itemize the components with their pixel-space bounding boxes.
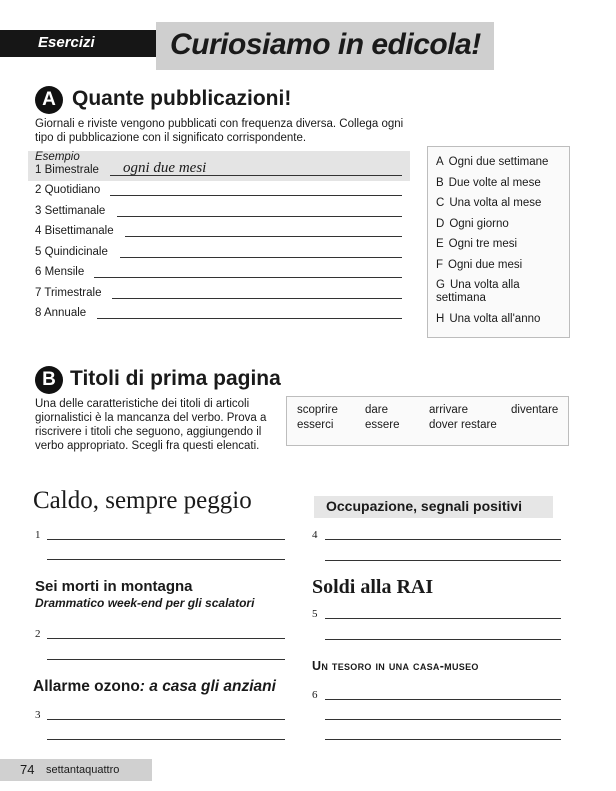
answer-number-4: 4 (312, 529, 318, 541)
intro-line: giornalistici è la mancanza del verbo. Prova a (35, 412, 267, 424)
intro-line: tipo di pubblicazione con il significato corrispondente. (35, 132, 307, 144)
answer-number-1: 1 (35, 529, 41, 541)
section-a-badge: A (35, 86, 63, 114)
verb-item: esserci (297, 419, 334, 431)
answer-line-3[interactable] (117, 216, 402, 217)
section-tag-band (0, 30, 156, 57)
verb-item: essere (365, 419, 400, 431)
intro-line: Giornali e riviste vengono pubblicati con frequenza diversa. Collega ogni (35, 118, 404, 130)
choice-item: B Due volte al mese (436, 177, 541, 189)
choice-item: A Ogni due settimane (436, 156, 549, 168)
headline-2-subtitle: Drammatico week-end per gli scalatori (35, 596, 255, 610)
page-number: 74 (20, 762, 35, 777)
answer-line-4[interactable] (125, 236, 402, 237)
answer-number-2: 2 (35, 628, 41, 640)
intro-line: riscrivere i titoli che seguono, aggiungendo il (35, 426, 262, 438)
headline-answer-line[interactable] (325, 639, 561, 640)
example-label: Esempio (35, 151, 80, 163)
headline-2: Sei morti in montagna (35, 578, 193, 595)
section-b-title: Titoli di prima pagina (70, 367, 281, 390)
section-tag: Esercizi (38, 34, 95, 51)
row-label-5: 5 Quindicinale (35, 246, 108, 258)
choice-item: H Una volta all'anno (436, 313, 541, 325)
headline-4: Occupazione, segnali positivi (326, 498, 523, 514)
choice-item: F Ogni due mesi (436, 259, 523, 271)
choice-item: C Una volta al mese (436, 197, 542, 209)
headline-5: Soldi alla RAI (312, 576, 434, 598)
row-label-3: 3 Settimanale (35, 205, 106, 217)
answer-line-5[interactable] (120, 257, 402, 258)
choice-item: D Ogni giorno (436, 218, 509, 230)
choice-item: E Ogni tre mesi (436, 238, 518, 250)
headline-answer-line[interactable] (47, 739, 285, 740)
row-label-8: 8 Annuale (35, 307, 87, 319)
page-title: Curiosiamo in edicola! (170, 28, 481, 61)
page-footer (0, 759, 152, 781)
answer-line-1[interactable] (110, 175, 402, 176)
headline-answer-line[interactable] (47, 539, 285, 540)
choice-item: G Una volta alla settimana (436, 279, 520, 304)
answer-line-6[interactable] (94, 277, 402, 278)
answer-line-8[interactable] (97, 318, 402, 319)
example-answer: ogni due mesi (123, 160, 207, 176)
row-label-4: 4 Bisettimanale (35, 225, 114, 237)
verb-item: scoprire (297, 404, 338, 416)
choices-box (427, 146, 570, 338)
headline-answer-line[interactable] (325, 560, 561, 561)
section-a-intro (35, 117, 403, 145)
section-b-badge: B (35, 366, 63, 394)
row-label-1: 1 Bimestrale (35, 164, 99, 176)
headline-answer-line[interactable] (47, 559, 285, 560)
answer-number-5: 5 (312, 608, 318, 620)
headline-answer-line[interactable] (325, 739, 561, 740)
headline-3: Allarme ozono: a casa gli anziani (33, 678, 276, 695)
headline-6: Un tesoro in una casa-museo (312, 659, 479, 673)
headline-answer-line[interactable] (325, 699, 561, 700)
answer-line-2[interactable] (110, 195, 402, 196)
headline-answer-line[interactable] (325, 719, 561, 720)
headline-answer-line[interactable] (47, 659, 285, 660)
verb-item: arrivare (429, 404, 468, 416)
headline-answer-line[interactable] (325, 539, 561, 540)
verb-item: diventare (511, 404, 559, 416)
row-label-2: 2 Quotidiano (35, 184, 101, 196)
intro-line: Una delle caratteristiche dei titoli di articoli (35, 398, 250, 410)
verb-box (286, 396, 569, 446)
intro-line: verbo appropriato. Scegli fra questi elencati. (35, 440, 260, 452)
section-a-title: Quante pubblicazioni! (72, 87, 292, 110)
page-number-word: settantaquattro (46, 764, 120, 776)
verb-item: dover restare (429, 419, 497, 431)
answer-number-3: 3 (35, 709, 41, 721)
answer-number-6: 6 (312, 689, 318, 701)
answer-line-7[interactable] (112, 298, 402, 299)
row-label-6: 6 Mensile (35, 266, 85, 278)
title-band (156, 22, 494, 70)
headline-answer-line[interactable] (47, 638, 285, 639)
row-label-7: 7 Trimestrale (35, 287, 102, 299)
headline-answer-line[interactable] (325, 618, 561, 619)
verb-item: dare (365, 404, 389, 416)
section-b-intro (35, 397, 266, 453)
headline-1: Caldo, sempre peggio (33, 487, 252, 514)
headline-answer-line[interactable] (47, 719, 285, 720)
